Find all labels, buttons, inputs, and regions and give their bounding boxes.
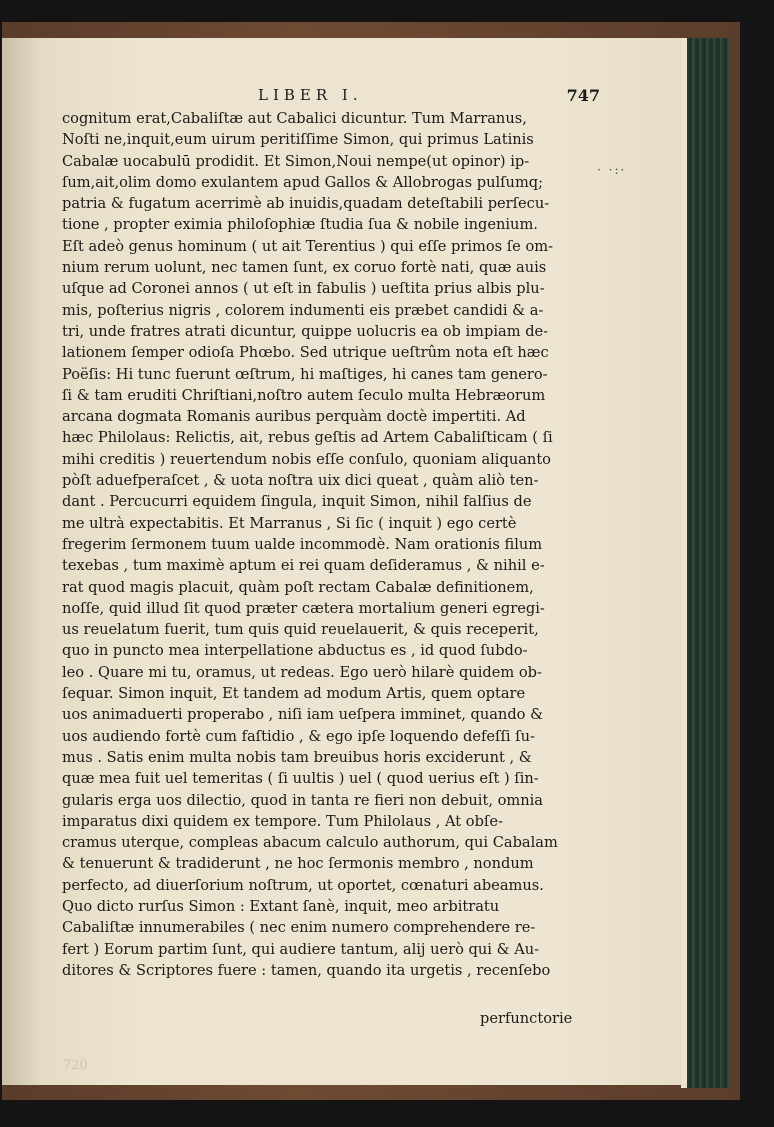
text-line: mis, poſterius nigris , colorem indumenti eis præbet candidi & a- [62, 301, 544, 319]
text-line: dant . Percucurri equidem ſingula, inquit Simon, nihil falſius de [62, 493, 532, 511]
offset-mark: 720 [63, 1058, 88, 1073]
text-line: tri, unde fratres atrati dicuntur, quippe uolucris ea ob impiam de- [62, 322, 549, 340]
page-number: 747 [566, 86, 600, 105]
text-line: & tenuerunt & tradiderunt , ne hoc ſermonis membro , nondum [62, 855, 534, 873]
text-line: Poëſis: Hi tunc fuerunt œſtrum, hi maſtiges, hi canes tam genero- [62, 365, 548, 383]
text-line: quæ mea fuit uel temeritas ( ſi uultis ) uel ( quod uerius eſt ) ſin- [62, 770, 539, 788]
text-line: Eſt adeò genus hominum ( ut ait Terentius ) qui eſſe primos ſe om- [62, 237, 554, 255]
text-line: uſque ad Coronei annos ( ut eſt in fabulis ) ueſtita prius albis plu- [62, 280, 545, 298]
text-line: mihi creditis ) reuertendum nobis eſſe conſulo, quoniam aliquanto [62, 450, 551, 468]
text-line: ſum,ait,olim domo exulantem apud Gallos & Allobrogas pulſumq; [62, 173, 544, 191]
text-line: ſequar. Simon inquit, Et tandem ad modum Artis, quem optare [62, 685, 526, 703]
text-line: hæc Philolaus: Relictis, ait, rebus geſtis ad Artem Cabaliſticam ( ſi [62, 429, 553, 447]
text-line: pòſt aduefperaſcet , & uota noſtra uix dici queat , quàm aliò ten- [62, 472, 539, 490]
text-line: ditores & Scriptores fuere : tamen, quando ita urgetis , recenſebo [62, 961, 551, 979]
text-line: gularis erga uos dilectio, quod in tanta re fieri non debuit, omnia [62, 791, 544, 809]
text-line: leo . Quare mi tu, oramus, ut redeas. Ego uerò hilarè quidem ob- [62, 663, 542, 681]
text-line: fert ) Eorum partim ſunt, qui audiere tantum, alij uerò qui & Au- [62, 940, 540, 958]
text-line: Noſti ne,inquit,eum uirum peritiſſime Simon, qui primus Latinis [62, 131, 534, 149]
text-line: imparatus dixi quidem ex tempore. Tum Philolaus , At obſe- [62, 812, 503, 830]
catchword: perfunctorie [480, 1010, 573, 1027]
text-line: texebas , tum maximè aptum ei rei quam deſideramus , & nihil e- [62, 557, 545, 575]
text-line: arcana dogmata Romanis auribus perquàm doctè impertiti. Ad [62, 408, 526, 426]
book-page [2, 38, 682, 1085]
page-header [50, 84, 600, 110]
text-line: tione , propter eximia philoſophiæ ſtudia ſua & nobile ingenium. [62, 216, 538, 234]
margin-marks: · ·:· [597, 163, 627, 177]
text-line: us reuelatum fuerit, tum quis quid reuelauerit, & quis receperit, [62, 621, 539, 639]
text-line: cramus uterque, compleas abacum calculo authorum, qui Cabalam [62, 834, 558, 852]
text-line: uos audiendo fortè cum faſtidio , & ego ipſe loquendo defeſſi ſu- [62, 727, 535, 745]
text-line: Quo dicto rurſus Simon : Extant ſanè, inquit, meo arbitratu [62, 897, 500, 915]
text-line: perfecto, ad diuerſorium noſtrum, ut oportet, cœnaturi abeamus. [62, 876, 544, 894]
page-fore-edge [681, 38, 729, 1088]
text-line: quo in puncto mea interpellatione abductus es , id quod ſubdo- [62, 642, 528, 660]
text-line: Cabaliſtæ innumerabiles ( nec enim numero comprehendere re- [62, 919, 536, 937]
body-text [62, 108, 580, 981]
text-line: fregerim ſermonem tuum ualde incommodè. Nam orationis filum [62, 535, 543, 553]
text-line: noſſe, quid illud ſit quod præter cætera mortalium generi egregi- [62, 599, 545, 617]
text-line: ſi & tam eruditi Chriſtiani,noſtro autem ſeculo multa Hebræorum [62, 386, 546, 404]
running-title: LIBER I. [258, 86, 363, 104]
text-line: me ultrà expectabitis. Et Marranus , Si ſic ( inquit ) ego certè [62, 514, 517, 532]
text-line: lationem ſemper odioſa Phœbo. Sed utrique ueſtrûm nota eſt hæc [62, 344, 549, 362]
text-line: nium rerum uolunt, nec tamen ſunt, ex coruo fortè nati, quæ auis [62, 259, 547, 277]
text-line: patria & fugatum acerrimè ab inuidis,quadam deteſtabili perſecu- [62, 195, 550, 213]
text-line: rat quod magis placuit, quàm poſt rectam Cabalæ definitionem, [62, 578, 534, 596]
text-line: Cabalæ uocabulū prodidit. Et Simon,Noui nempe(ut opinor) ip- [62, 152, 530, 170]
text-line: mus . Satis enim multa nobis tam breuibus horis exciderunt , & [62, 748, 532, 766]
text-line: cognitum erat,Cabaliſtæ aut Cabalici dicuntur. Tum Marranus, [62, 110, 527, 127]
text-line: uos animaduerti properabo , niſi iam ueſpera imminet, quando & [62, 706, 544, 724]
